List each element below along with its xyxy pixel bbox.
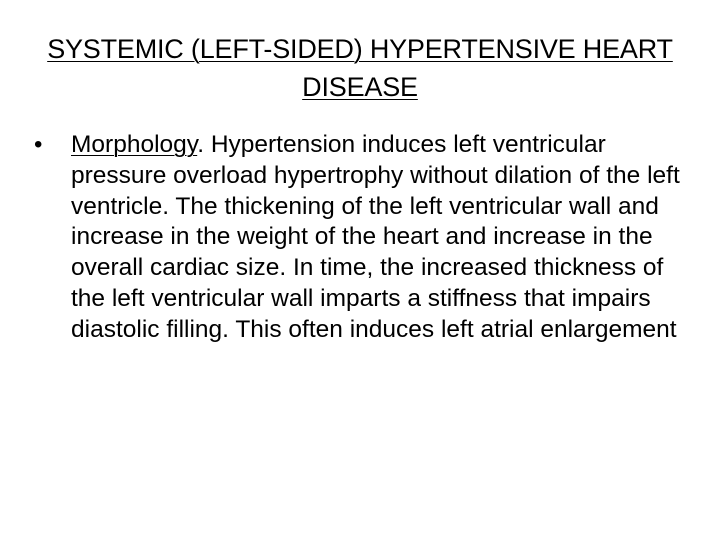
- bullet-text: . Hypertension induces left ventricular pressure overload hypertrophy without dilation of the left ventricle. The thickening of the left ventricular wall and increase in the weight of the heart and increase in the overall cardiac size. In time, the increased thickness of the left ventricular wall imparts a stiffness that impairs diastolic filling. This often induces left atrial enlargement: [71, 131, 680, 343]
- bullet-list: [34, 130, 694, 346]
- bullet-term: Morphology: [71, 131, 198, 158]
- bullet-item: [34, 130, 694, 346]
- slide-title: SYSTEMIC (LEFT-SIDED) HYPERTENSIVE HEART DISEASE: [47, 34, 673, 102]
- bullet-icon: •: [34, 131, 43, 158]
